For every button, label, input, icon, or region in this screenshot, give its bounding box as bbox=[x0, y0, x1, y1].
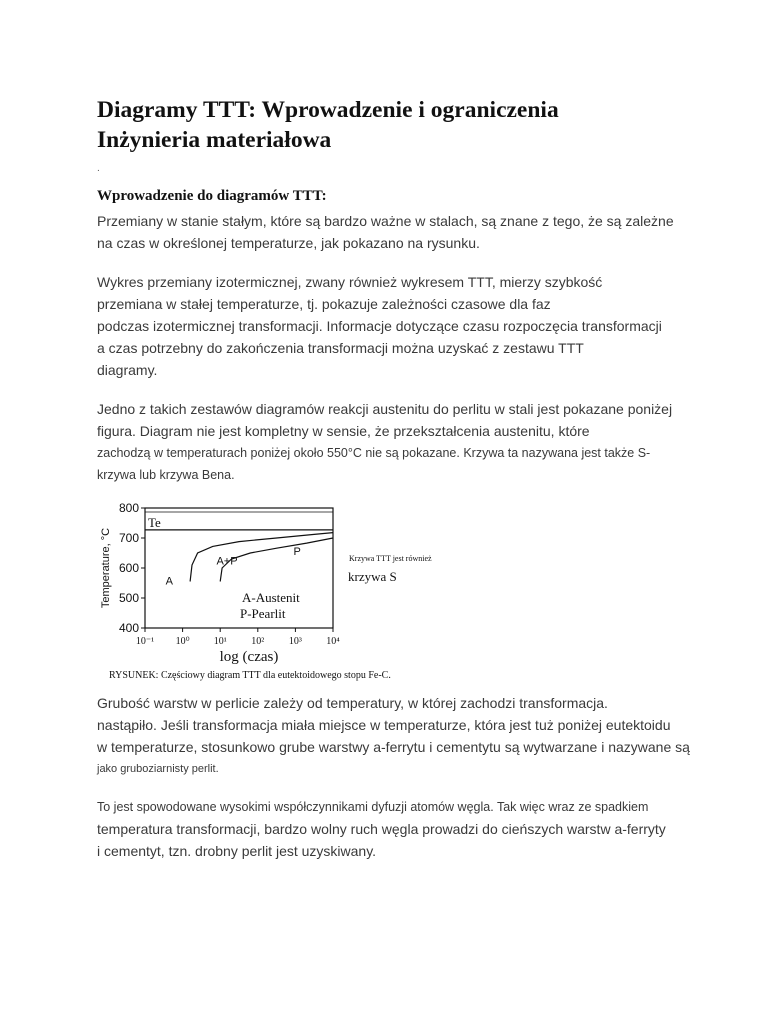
title-line-1: Diagramy TTT: Wprowadzenie i ograniczenia bbox=[97, 97, 559, 123]
text-line: jako gruboziarnisty perlit. bbox=[97, 763, 219, 775]
legend-entry: P-Pearlit bbox=[240, 606, 286, 621]
text-line: na czas w określonej temperaturze, jak pokazano na rysunku. bbox=[97, 235, 480, 251]
y-tick-label: 600 bbox=[118, 561, 139, 575]
paragraph-2 bbox=[97, 271, 737, 381]
x-tick-label: 10² bbox=[251, 636, 265, 647]
y-tick-label: 400 bbox=[118, 621, 139, 635]
text-line: nastąpiło. Jeśli transformacja miała miejsce w temperaturze, która jest tuż poniżej eutektoidu bbox=[97, 717, 671, 733]
annotation-large: krzywa S bbox=[348, 569, 397, 584]
ttt-figure bbox=[95, 495, 475, 690]
text-line: Wykres przemiany izotermicznej, zwany również wykresem TTT, mierzy szybkość bbox=[97, 274, 603, 290]
text-line: przemiana w stałej temperaturze, tj. pokazuje zależności czasowe dla faz bbox=[97, 296, 551, 312]
x-tick-label: 10⁰ bbox=[175, 636, 190, 647]
paragraph-4 bbox=[97, 692, 737, 780]
text-line: figura. Diagram nie jest kompletny w sensie, że przekształcenia austenitu, które bbox=[97, 423, 590, 439]
region-label: A+P bbox=[216, 555, 238, 568]
section-heading: Wprowadzenie do diagramów TTT: bbox=[97, 188, 327, 204]
transformation-start-curve bbox=[190, 533, 333, 582]
text-line: podczas izotermicznej transformacji. Informacje dotyczące czasu rozpoczęcia transformacji bbox=[97, 318, 662, 334]
region-label: P bbox=[293, 546, 301, 559]
title-line-2: Inżynieria materiałowa bbox=[97, 127, 332, 153]
text-line: i cementyt, tzn. drobny perlit jest uzyskiwany. bbox=[97, 843, 377, 859]
paragraph-5 bbox=[97, 796, 737, 862]
paragraph-1 bbox=[97, 210, 737, 254]
text-line: Przemiany w stanie stałym, które są bardzo ważne w stalach, są znane z tego, że są zależne bbox=[97, 213, 674, 229]
paragraph-3 bbox=[97, 398, 737, 486]
y-tick-label: 700 bbox=[118, 531, 139, 545]
text-line: Grubość warstw w perlicie zależy od temperatury, w której zachodzi transformacja. bbox=[97, 695, 608, 711]
text-line: temperatura transformacji, bardzo wolny ruch węgla prowadzi do cieńszych warstw a-ferryty bbox=[97, 821, 666, 837]
text-line: diagramy. bbox=[97, 362, 158, 378]
region-label: A bbox=[165, 575, 174, 588]
figure-caption: RYSUNEK: Częściowy diagram TTT dla eutektoidowego stopu Fe-C. bbox=[109, 670, 391, 681]
x-tick-label: 10³ bbox=[288, 636, 302, 647]
eutectoid-label: Te bbox=[148, 514, 161, 530]
x-tick-label: 10⁻¹ bbox=[135, 636, 155, 647]
text-line: Jedno z takich zestawów diagramów reakcji austenitu do perlitu w stali jest pokazane poniżej bbox=[97, 401, 673, 417]
separator-dot: . bbox=[97, 163, 100, 174]
text-line: krzywa lub krzywa Bena. bbox=[97, 468, 235, 482]
y-axis-label: Temperature, °C bbox=[100, 527, 112, 609]
y-tick-label: 500 bbox=[118, 591, 139, 605]
ttt-chart bbox=[95, 495, 475, 690]
text-line: To jest spowodowane wysokimi współczynnikami dyfuzji atomów węgla. Tak więc wraz ze spadkiem bbox=[97, 800, 649, 814]
document-title bbox=[97, 95, 559, 155]
text-line: zachodzą w temperaturach poniżej około 550°C nie są pokazane. Krzywa ta nazywana jest także S- bbox=[97, 446, 651, 460]
x-tick-label: 10⁴ bbox=[326, 636, 340, 647]
y-tick-label: 800 bbox=[118, 501, 139, 515]
text-line: a czas potrzebny do zakończenia transformacji można uzyskać z zestawu TTT bbox=[97, 340, 584, 356]
legend-entry: A-Austenit bbox=[242, 590, 300, 605]
text-line: w temperaturze, stosunkowo grube warstwy a-ferrytu i cementytu są wytwarzane i nazywane są bbox=[97, 739, 690, 755]
x-axis-label: log (czas) bbox=[219, 649, 279, 665]
plot-frame bbox=[145, 508, 333, 628]
x-tick-label: 10¹ bbox=[213, 636, 227, 647]
annotation-small: Krzywa TTT jest również bbox=[349, 554, 432, 563]
